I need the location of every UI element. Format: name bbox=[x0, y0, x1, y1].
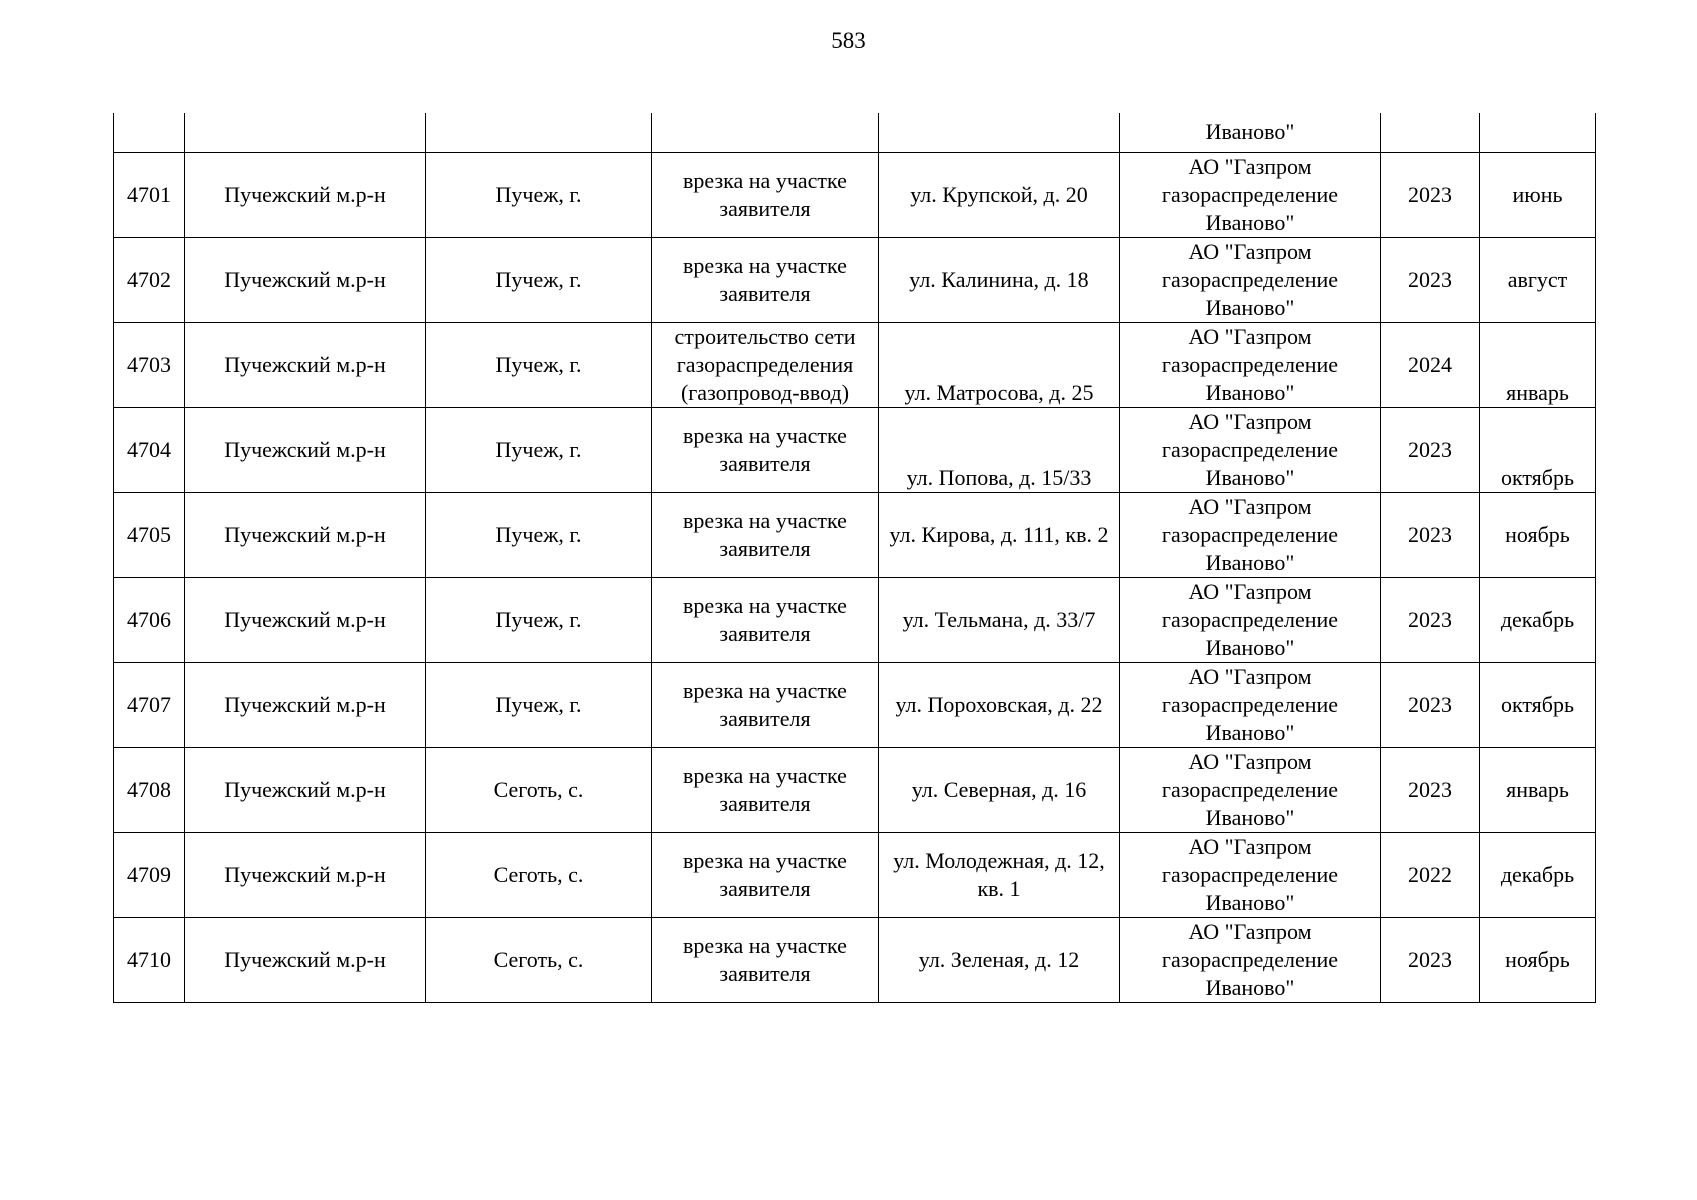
cell-work-type bbox=[652, 113, 879, 152]
cell-district: Пучежский м.р-н bbox=[185, 492, 426, 577]
table-row bbox=[114, 152, 1596, 237]
cell-id: 4704 bbox=[114, 407, 185, 492]
cell-work-type: врезка на участке заявителя bbox=[652, 407, 879, 492]
cell-address: ул. Зеленая, д. 12 bbox=[879, 917, 1120, 1002]
cell-id: 4709 bbox=[114, 832, 185, 917]
cell-organization: АО "Газпром газораспределение Иваново" bbox=[1120, 237, 1381, 322]
cell-organization: АО "Газпром газораспределение Иваново" bbox=[1120, 917, 1381, 1002]
cell-id: 4705 bbox=[114, 492, 185, 577]
cell-id: 4706 bbox=[114, 577, 185, 662]
cell-id: 4710 bbox=[114, 917, 185, 1002]
cell-work-type: врезка на участке заявителя bbox=[652, 492, 879, 577]
table-row bbox=[114, 237, 1596, 322]
gas-connection-table bbox=[113, 113, 1596, 1003]
cell-address: ул. Пороховская, д. 22 bbox=[879, 662, 1120, 747]
cell-year: 2023 bbox=[1381, 492, 1480, 577]
table-row bbox=[114, 492, 1596, 577]
cell-month: август bbox=[1480, 237, 1596, 322]
table-row bbox=[114, 407, 1596, 492]
table-row bbox=[114, 747, 1596, 832]
cell-work-type: врезка на участке заявителя bbox=[652, 832, 879, 917]
table-row bbox=[114, 662, 1596, 747]
cell-address: ул. Попова, д. 15/33 bbox=[879, 407, 1120, 492]
table-row bbox=[114, 832, 1596, 917]
cell-locality: Пучеж, г. bbox=[426, 407, 652, 492]
cell-id bbox=[114, 113, 185, 152]
cell-organization: АО "Газпром газораспределение Иваново" bbox=[1120, 492, 1381, 577]
cell-year: 2023 bbox=[1381, 407, 1480, 492]
cell-district: Пучежский м.р-н bbox=[185, 662, 426, 747]
cell-locality: Сеготь, с. bbox=[426, 917, 652, 1002]
cell-locality: Сеготь, с. bbox=[426, 747, 652, 832]
cell-locality: Пучеж, г. bbox=[426, 152, 652, 237]
cell-work-type: врезка на участке заявителя bbox=[652, 577, 879, 662]
cell-work-type: врезка на участке заявителя bbox=[652, 917, 879, 1002]
cell-address bbox=[879, 113, 1120, 152]
cell-year: 2023 bbox=[1381, 152, 1480, 237]
cell-district: Пучежский м.р-н bbox=[185, 832, 426, 917]
cell-organization: АО "Газпром газораспределение Иваново" bbox=[1120, 747, 1381, 832]
cell-locality: Пучеж, г. bbox=[426, 662, 652, 747]
table-body bbox=[114, 113, 1596, 1002]
cell-organization: Иваново" bbox=[1120, 113, 1381, 152]
cell-month: январь bbox=[1480, 747, 1596, 832]
cell-work-type: врезка на участке заявителя bbox=[652, 747, 879, 832]
cell-year: 2023 bbox=[1381, 662, 1480, 747]
cell-month: ноябрь bbox=[1480, 492, 1596, 577]
cell-month: январь bbox=[1480, 322, 1596, 407]
table-row bbox=[114, 322, 1596, 407]
cell-month: ноябрь bbox=[1480, 917, 1596, 1002]
cell-locality: Сеготь, с. bbox=[426, 832, 652, 917]
cell-address: ул. Матросова, д. 25 bbox=[879, 322, 1120, 407]
cell-month: декабрь bbox=[1480, 832, 1596, 917]
page-number: 583 bbox=[831, 28, 866, 53]
cell-organization: АО "Газпром газораспределение Иваново" bbox=[1120, 832, 1381, 917]
cell-district: Пучежский м.р-н bbox=[185, 237, 426, 322]
cell-organization: АО "Газпром газораспределение Иваново" bbox=[1120, 407, 1381, 492]
cell-locality: Пучеж, г. bbox=[426, 492, 652, 577]
cell-district bbox=[185, 113, 426, 152]
cell-organization: АО "Газпром газораспределение Иваново" bbox=[1120, 662, 1381, 747]
cell-work-type: врезка на участке заявителя bbox=[652, 662, 879, 747]
cell-organization: АО "Газпром газораспределение Иваново" bbox=[1120, 322, 1381, 407]
cell-address: ул. Калинина, д. 18 bbox=[879, 237, 1120, 322]
cell-year: 2022 bbox=[1381, 832, 1480, 917]
cell-address: ул. Кирова, д. 111, кв. 2 bbox=[879, 492, 1120, 577]
cell-year: 2023 bbox=[1381, 237, 1480, 322]
cell-id: 4708 bbox=[114, 747, 185, 832]
cell-district: Пучежский м.р-н bbox=[185, 152, 426, 237]
cell-id: 4707 bbox=[114, 662, 185, 747]
cell-organization: АО "Газпром газораспределение Иваново" bbox=[1120, 152, 1381, 237]
cell-year: 2023 bbox=[1381, 747, 1480, 832]
cell-address: ул. Тельмана, д. 33/7 bbox=[879, 577, 1120, 662]
cell-id: 4701 bbox=[114, 152, 185, 237]
cell-work-type: врезка на участке заявителя bbox=[652, 237, 879, 322]
cell-id: 4703 bbox=[114, 322, 185, 407]
cell-year bbox=[1381, 113, 1480, 152]
cell-month: декабрь bbox=[1480, 577, 1596, 662]
cell-month: октябрь bbox=[1480, 662, 1596, 747]
cell-month bbox=[1480, 113, 1596, 152]
cell-work-type: врезка на участке заявителя bbox=[652, 152, 879, 237]
cell-district: Пучежский м.р-н bbox=[185, 577, 426, 662]
cell-district: Пучежский м.р-н bbox=[185, 407, 426, 492]
cell-year: 2024 bbox=[1381, 322, 1480, 407]
cell-month: октябрь bbox=[1480, 407, 1596, 492]
cell-address: ул. Северная, д. 16 bbox=[879, 747, 1120, 832]
cell-locality: Пучеж, г. bbox=[426, 577, 652, 662]
cell-locality bbox=[426, 113, 652, 152]
cell-month: июнь bbox=[1480, 152, 1596, 237]
cell-address: ул. Молодежная, д. 12, кв. 1 bbox=[879, 832, 1120, 917]
cell-work-type: строительство сети газораспределения (газопровод-ввод) bbox=[652, 322, 879, 407]
continuation-row bbox=[114, 113, 1596, 152]
cell-year: 2023 bbox=[1381, 577, 1480, 662]
cell-organization: АО "Газпром газораспределение Иваново" bbox=[1120, 577, 1381, 662]
cell-locality: Пучеж, г. bbox=[426, 237, 652, 322]
cell-year: 2023 bbox=[1381, 917, 1480, 1002]
cell-address: ул. Крупской, д. 20 bbox=[879, 152, 1120, 237]
table-row bbox=[114, 577, 1596, 662]
cell-id: 4702 bbox=[114, 237, 185, 322]
table-row bbox=[114, 917, 1596, 1002]
cell-district: Пучежский м.р-н bbox=[185, 917, 426, 1002]
cell-locality: Пучеж, г. bbox=[426, 322, 652, 407]
cell-district: Пучежский м.р-н bbox=[185, 747, 426, 832]
cell-district: Пучежский м.р-н bbox=[185, 322, 426, 407]
